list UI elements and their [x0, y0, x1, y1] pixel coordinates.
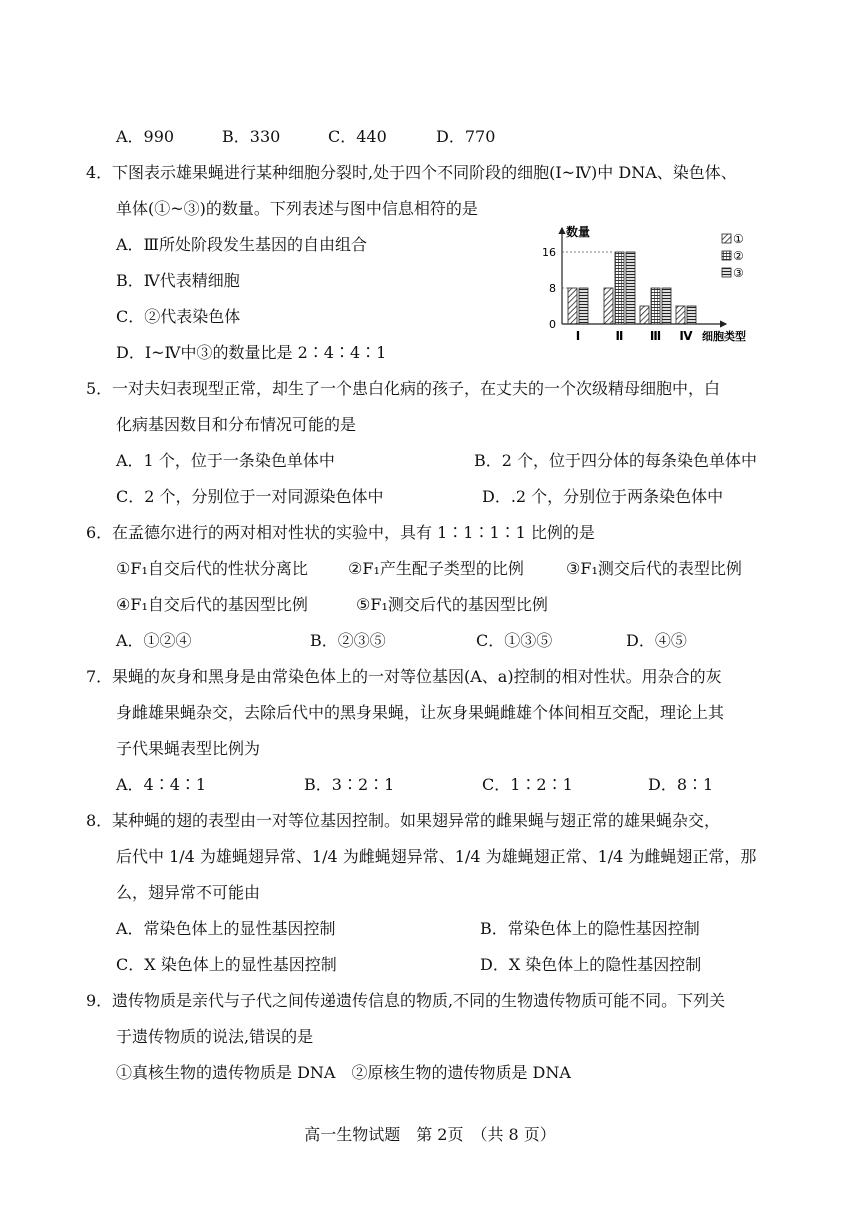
- bar-3-series-1: [640, 306, 649, 324]
- q8-option-c: C．X 染色体上的显性基因控制: [116, 955, 337, 974]
- x-tick-labels: [576, 329, 694, 343]
- y-tick-0: 0: [549, 318, 556, 331]
- q9-stem-line-2: 于遗传物质的说法,错误的是: [116, 1027, 314, 1046]
- x-tick-2: Ⅱ: [615, 329, 624, 343]
- q7-option-b: B．3∶2∶1: [304, 775, 395, 794]
- bar-4-series-3: [687, 306, 696, 324]
- x-tick-3: Ⅲ: [649, 329, 662, 343]
- q6-option-b: B．②③⑤: [310, 631, 386, 650]
- q8-stem-line-1: 某种蝇的翅的表型由一对等位基因控制。如果翅异常的雌果蝇与翅正常的雄果蝇杂交，: [112, 811, 721, 830]
- q3-option-a: A．990: [116, 127, 175, 146]
- q9-stem-line-1: 遗传物质是亲代与子代之间传递遗传信息的物质,不同的生物遗传物质可能不同。下列关: [112, 991, 726, 1010]
- q3-option-b: B．330: [222, 127, 281, 146]
- q8-option-b: B．常染色体上的隐性基因控制: [480, 919, 700, 938]
- q6-stem-line-1: 在孟德尔进行的两对相对性状的实验中，具有 1∶1∶1∶1 比例的是: [112, 523, 595, 542]
- x-tick-1: Ⅰ: [575, 329, 581, 343]
- q5-number: 5．: [86, 379, 113, 398]
- y-tick-16: 16: [542, 246, 556, 259]
- q4-number: 4．: [86, 163, 113, 182]
- legend-label-2: ②: [733, 249, 744, 263]
- bar-1-series-1: [568, 288, 577, 324]
- q4-stem-line-1: 下图表示雄果蝇进行某种细胞分裂时,处于四个不同阶段的细胞(Ⅰ~Ⅳ)中 DNA、染色体、: [112, 163, 737, 182]
- q8-number: 8．: [86, 811, 113, 830]
- q7-stem-line-2: 身雌雄果蝇杂交，去除后代中的黑身果蝇，让灰身果蝇雌雄个体间相互交配，理论上其: [116, 703, 725, 722]
- q5-option-c: C．2 个，分别位于一对同源染色体中: [116, 487, 384, 506]
- cell-count-bar-chart: [530, 222, 770, 346]
- bar-4-series-1: [676, 306, 685, 324]
- q3-option-d: D．770: [436, 127, 496, 146]
- page-footer: 高一生物试题 第 2页 （共 8 页）: [304, 1125, 556, 1144]
- q5-option-a: A．1 个，位于一条染色单体中: [116, 451, 335, 470]
- q8-option-d: D．X 染色体上的隐性基因控制: [480, 955, 702, 974]
- q8-option-a: A．常染色体上的显性基因控制: [116, 919, 336, 938]
- bar-1-series-3: [579, 288, 588, 324]
- x-tick-4: Ⅳ: [679, 329, 693, 343]
- q6-option-d: D．④⑤: [626, 631, 687, 650]
- q7-option-d: D．8∶1: [648, 775, 714, 794]
- q4-option-d: D．Ⅰ~Ⅳ中③的数量比是 2∶4∶4∶1: [116, 343, 387, 362]
- q8-stem-line-2: 后代中 1/4 为雄蝇翅异常、1/4 为雌蝇翅异常、1/4 为雄蝇翅正常、1/4 为雌蝇翅正常，那: [116, 847, 757, 866]
- q6-item-3: ③F₁测交后代的表型比例: [566, 559, 742, 578]
- q7-option-c: C．1∶2∶1: [482, 775, 573, 794]
- q6-option-a: A．①②④: [116, 631, 192, 650]
- q6-item-5: ⑤F₁测交后代的基因型比例: [356, 595, 548, 614]
- q7-stem-line-1: 果蝇的灰身和黑身是由常染色体上的一对等位基因(A、a)控制的相对性状。用杂合的灰: [112, 667, 722, 686]
- legend-swatch-2: [722, 251, 731, 260]
- q6-item-2: ②F₁产生配子类型的比例: [348, 559, 524, 578]
- q6-number: 6．: [86, 523, 113, 542]
- legend-label-1: ①: [733, 232, 744, 246]
- y-axis-label: 数量: [566, 225, 591, 239]
- q6-item-1: ①F₁自交后代的性状分离比: [116, 559, 308, 578]
- bar-3-series-3: [662, 288, 671, 324]
- q8-stem-line-3: 么，翅异常不可能由: [116, 883, 261, 902]
- q5-option-d: D．.2 个，分别位于两条染色体中: [482, 487, 724, 506]
- bar-2-series-3: [626, 252, 635, 324]
- q9-number: 9．: [86, 991, 113, 1010]
- q4-option-c: C．②代表染色体: [116, 307, 241, 326]
- bar-2-series-1: [604, 288, 613, 324]
- legend-label-3: ③: [733, 266, 744, 280]
- q7-number: 7．: [86, 667, 113, 686]
- q5-option-b: B．2 个，位于四分体的每条染色单体中: [474, 451, 758, 470]
- q5-stem-line-2: 化病基因数目和分布情况可能的是: [116, 415, 357, 434]
- x-axis-label: 细胞类型: [702, 330, 746, 343]
- bar-2-series-2: [615, 252, 624, 324]
- q3-option-c: C．440: [328, 127, 387, 146]
- legend-swatch-1: [722, 234, 731, 243]
- q4-option-b: B．Ⅳ代表精细胞: [116, 271, 240, 290]
- q5-stem-line-1: 一对夫妇表现型正常，却生了一个患白化病的孩子，在丈夫的一个次级精母细胞中，白: [112, 379, 721, 398]
- q4-stem-line-2: 单体(①~③)的数量。下列表述与图中信息相符的是: [116, 199, 478, 218]
- bar-3-series-2: [651, 288, 660, 324]
- bars-group: [568, 252, 696, 324]
- q7-option-a: A．4∶4∶1: [116, 775, 207, 794]
- legend-swatch-3: [722, 268, 731, 277]
- q4-option-a: A．Ⅲ所处阶段发生基因的自由组合: [116, 235, 367, 254]
- q7-stem-line-3: 子代果蝇表型比例为: [116, 739, 261, 758]
- q6-item-4: ④F₁自交后代的基因型比例: [116, 595, 308, 614]
- y-tick-8: 8: [549, 282, 556, 295]
- q6-option-c: C．①③⑤: [476, 631, 553, 650]
- chart-legend: [722, 232, 744, 280]
- q9-items: ①真核生物的遗传物质是 DNA ②原核生物的遗传物质是 DNA: [116, 1063, 571, 1082]
